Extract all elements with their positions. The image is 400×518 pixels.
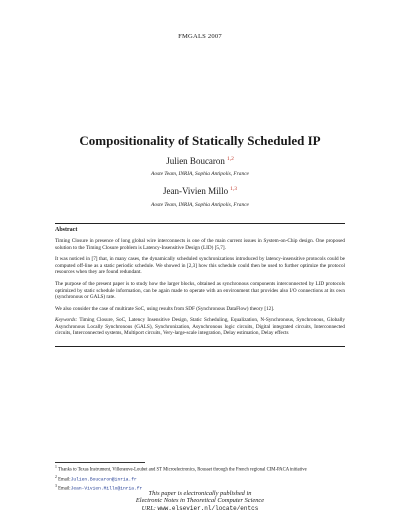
footnote-2-email-link[interactable]: Julien.Boucaron@inria.fr: [70, 477, 137, 483]
footer-line-1: This paper is electronically published in: [148, 490, 252, 497]
footnote-2: [55, 474, 345, 484]
footer-line-2: Electronic Notes in Theoretical Computer Science: [135, 497, 265, 505]
author-2-marks: 1,3: [230, 186, 238, 192]
footnote-2-mark: 2: [55, 474, 57, 479]
footnote-1-mark: 1: [55, 465, 57, 469]
abstract-paragraph-1: Timing Closure in presence of long global wire interconnects is one of the main current issues in System-on-Chip design. One proposed solution to the Timing Closure problem is Latency-Insensitive Design (LID) [5,7].: [55, 238, 345, 251]
author-1-affiliation: Aoste Team, INRIA, Sophia Antipolis, France: [151, 171, 249, 177]
author-1-marks: 1,2: [226, 156, 234, 162]
running-header: FMGALS 2007: [178, 33, 222, 40]
paper-title: Compositionality of Statically Scheduled IP: [79, 133, 321, 148]
footer-url-link[interactable]: www.elsevier.nl/locate/entcs: [157, 504, 259, 512]
publication-footer: [0, 490, 400, 512]
abstract-bottom-rule: [55, 346, 345, 347]
author-2-name: Jean-Vivien Millo: [162, 186, 229, 196]
footnote-3-text: Email:: [58, 486, 71, 492]
footnote-3-email-link[interactable]: Jean-Vivien.Millo@inria.fr: [70, 486, 143, 492]
footnote-1-text: Thanks to Texas Instrument, Villeneuve-Loubet and ST Microelectronics, Rousset through the French regional CIM-PACA initiative: [58, 467, 307, 473]
author-1-name: Julien Boucaron: [166, 156, 225, 166]
footnotes: [55, 464, 345, 493]
abstract-paragraph-3: The purpose of the present paper is to study how the larger blocks, obtained as synchronous components interconnected by LID protocols optimized by static schedule information, can be again made to operate with an environment that provides also I/O connections at its own (synchronous or GALS) rate.: [55, 281, 345, 301]
author-1: [0, 156, 400, 166]
keywords-label: Keywords:: [55, 317, 78, 323]
footer-url-prefix: URL:: [141, 504, 156, 512]
footnote-2-text: Email:: [58, 477, 71, 483]
footer-line-3: [0, 505, 400, 512]
footnote-rule: [55, 462, 145, 463]
keywords-text: Timing Closure, SoC, Latency Insensitive Design, Static Scheduling, Equalization, N-Synchronous, Synchronous, Globally Asynchronous Locally Synchronous (GALS), Synchronization, Asynchronous logic circuits, Digital integrated circuits, Interconnected circuits, Interconnected systems, Multiport circuits, Very-large-scale integration, Delay estimation, Delay effects: [55, 317, 345, 337]
abstract-heading: Abstract: [55, 227, 78, 233]
author-2: [0, 186, 400, 196]
abstract-paragraph-2: It was noticed in [7] that, in many cases, the dynamically scheduled synchronizations introduced by latency-insensitive protocols could be computed off-line as a static periodic schedule. We showed in [2,3] how this schedule could then be used to further optimize the protocol resources when they are found redundant.: [55, 256, 345, 276]
footnote-3-mark: 3: [55, 484, 57, 489]
footnote-1: [55, 464, 345, 474]
abstract-top-rule: [55, 223, 345, 224]
abstract-keywords: [55, 317, 345, 337]
abstract-paragraph-4: We also consider the case of multirate SoC, using results from SDF (Synchronous DataFlow) theory [12].: [55, 306, 275, 312]
author-2-affiliation: Aoste Team, INRIA, Sophia Antipolis, France: [151, 202, 249, 208]
